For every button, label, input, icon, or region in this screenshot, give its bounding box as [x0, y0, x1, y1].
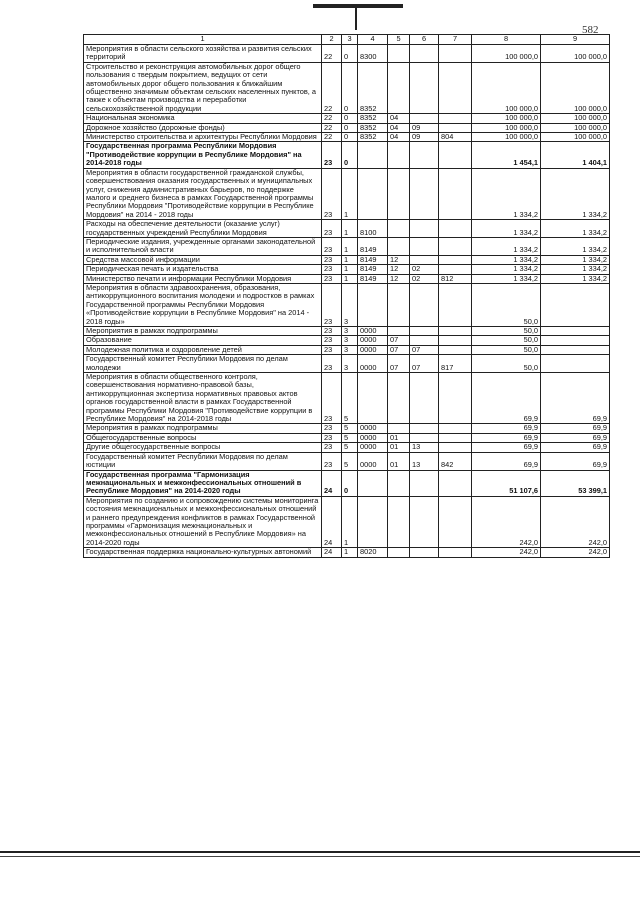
amount-cell: 50,0 [472, 336, 541, 345]
amount-cell: 69,9 [541, 452, 610, 470]
scan-mark-top [313, 4, 403, 8]
row-name-cell: Мероприятия в рамках подпрограммы [84, 327, 322, 336]
table-row [84, 373, 610, 424]
code-cell [388, 237, 410, 255]
code-cell: 804 [439, 133, 472, 142]
code-cell: 5 [342, 433, 358, 442]
row-name-cell: Мероприятия в рамках подпрограммы [84, 424, 322, 433]
code-cell: 02 [410, 274, 439, 283]
code-cell [439, 142, 472, 168]
amount-cell: 69,9 [472, 424, 541, 433]
code-cell: 23 [322, 168, 342, 219]
row-name-cell: Государственная программа "Гармонизация межнациональных и межконфессиональных отношений в Республике Мордовия" на 2014-2020 годы [84, 470, 322, 496]
amount-cell: 242,0 [472, 496, 541, 547]
code-cell: 3 [342, 336, 358, 345]
row-name-cell: Периодическая печать и издательства [84, 265, 322, 274]
code-cell: 13 [410, 443, 439, 452]
table-row [84, 255, 610, 264]
amount-cell: 1 334,2 [541, 237, 610, 255]
row-name-cell: Образование [84, 336, 322, 345]
amount-cell: 1 334,2 [472, 255, 541, 264]
amount-cell [541, 336, 610, 345]
code-cell: 0000 [358, 345, 388, 354]
amount-cell: 69,9 [472, 433, 541, 442]
amount-cell: 53 399,1 [541, 470, 610, 496]
amount-cell: 50,0 [472, 283, 541, 326]
code-cell [439, 62, 472, 113]
table-row [84, 265, 610, 274]
table-row [84, 274, 610, 283]
amount-cell: 1 454,1 [472, 142, 541, 168]
code-cell: 23 [322, 424, 342, 433]
code-cell: 07 [388, 336, 410, 345]
amount-cell: 242,0 [541, 496, 610, 547]
code-cell: 01 [388, 443, 410, 452]
table-row [84, 45, 610, 63]
code-cell: 3 [342, 345, 358, 354]
row-name-cell: Мероприятия в области здравоохранения, образования, антикоррупционного воспитания молодежи и подростков в рамках Государственной программы Республики Мордовия «Противодействие коррупции в Республике Мордовия" на 2014 - 2018 годы» [84, 283, 322, 326]
code-cell: 1 [342, 168, 358, 219]
code-cell: 8149 [358, 237, 388, 255]
code-cell [439, 168, 472, 219]
budget-table [83, 34, 610, 558]
code-cell [358, 168, 388, 219]
amount-cell: 1 334,2 [472, 274, 541, 283]
table-row [84, 123, 610, 132]
code-cell: 09 [410, 123, 439, 132]
code-cell [439, 283, 472, 326]
code-cell: 1 [342, 274, 358, 283]
code-cell: 3 [342, 327, 358, 336]
code-cell [439, 433, 472, 442]
code-cell [439, 443, 472, 452]
code-cell: 1 [342, 265, 358, 274]
code-cell: 0000 [358, 443, 388, 452]
table-row [84, 220, 610, 238]
row-name-cell: Мероприятия по созданию и сопровождению системы мониторинга состояния межнациональных и межконфессиональных отношений и раннего предупреждения конфликтов в рамках Государственной программы «Гармонизация межнациональных и межконфессиональных отношений в Республике Мордовия» на 2014-2020 годы [84, 496, 322, 547]
amount-cell: 1 334,2 [541, 255, 610, 264]
code-cell [388, 168, 410, 219]
code-cell [410, 45, 439, 63]
row-name-cell: Государственная поддержка национально-культурных автономий [84, 548, 322, 557]
code-cell [439, 123, 472, 132]
code-cell: 1 [342, 496, 358, 547]
amount-cell: 1 404,1 [541, 142, 610, 168]
code-cell [410, 142, 439, 168]
amount-cell: 1 334,2 [472, 237, 541, 255]
code-cell: 8352 [358, 133, 388, 142]
code-cell [439, 220, 472, 238]
code-cell: 817 [439, 355, 472, 373]
table-row [84, 237, 610, 255]
row-name-cell: Государственный комитет Республики Мордовия по делам юстиции [84, 452, 322, 470]
table-row [84, 345, 610, 354]
page-number: 582 [582, 24, 599, 36]
amount-cell: 100 000,0 [541, 45, 610, 63]
code-cell: 0 [342, 45, 358, 63]
code-cell: 1 [342, 220, 358, 238]
amount-cell [541, 327, 610, 336]
amount-cell: 242,0 [541, 548, 610, 557]
code-cell: 02 [410, 265, 439, 274]
row-name-cell: Мероприятия в области общественного контроля, совершенствования нормативно-правовой базы, антикоррупционная экспертиза нормативных правовых актов органов государственной власти в рамках Государственной программы Республики Мордовия "Противодействие коррупции в Республике Мордовия" на 2014-2018 годы [84, 373, 322, 424]
code-cell [439, 373, 472, 424]
code-cell: 07 [388, 345, 410, 354]
header-cell: 8 [472, 35, 541, 45]
code-cell: 23 [322, 443, 342, 452]
code-cell: 23 [322, 274, 342, 283]
row-name-cell: Мероприятия в области сельского хозяйства и развития сельских территорий [84, 45, 322, 63]
code-cell: 5 [342, 443, 358, 452]
header-cell: 4 [358, 35, 388, 45]
table-row [84, 114, 610, 123]
amount-cell [541, 283, 610, 326]
amount-cell [541, 345, 610, 354]
code-cell [388, 45, 410, 63]
code-cell [439, 45, 472, 63]
code-cell: 8020 [358, 548, 388, 557]
amount-cell: 100 000,0 [541, 114, 610, 123]
code-cell: 24 [322, 496, 342, 547]
code-cell: 5 [342, 424, 358, 433]
code-cell: 13 [410, 452, 439, 470]
table-row [84, 470, 610, 496]
amount-cell: 69,9 [541, 433, 610, 442]
code-cell [410, 168, 439, 219]
amount-cell: 100 000,0 [472, 45, 541, 63]
code-cell: 8149 [358, 274, 388, 283]
code-cell: 04 [388, 114, 410, 123]
code-cell [388, 220, 410, 238]
code-cell: 24 [322, 470, 342, 496]
code-cell: 23 [322, 283, 342, 326]
code-cell [439, 470, 472, 496]
code-cell: 07 [410, 355, 439, 373]
code-cell: 23 [322, 433, 342, 442]
code-cell: 0000 [358, 336, 388, 345]
table-row [84, 62, 610, 113]
amount-cell: 100 000,0 [472, 133, 541, 142]
amount-cell: 1 334,2 [541, 220, 610, 238]
code-cell: 22 [322, 133, 342, 142]
code-cell [358, 283, 388, 326]
code-cell: 8100 [358, 220, 388, 238]
code-cell: 23 [322, 237, 342, 255]
code-cell: 22 [322, 123, 342, 132]
code-cell [439, 237, 472, 255]
code-cell: 8352 [358, 114, 388, 123]
row-name-cell: Министерство печати и информации Республики Мордовия [84, 274, 322, 283]
table-row [84, 336, 610, 345]
code-cell [439, 265, 472, 274]
code-cell: 0000 [358, 433, 388, 442]
bottom-rule-thin [0, 856, 640, 857]
table-row [84, 327, 610, 336]
amount-cell: 50,0 [472, 345, 541, 354]
code-cell [388, 373, 410, 424]
header-cell: 5 [388, 35, 410, 45]
row-name-cell: Дорожное хозяйство (дорожные фонды) [84, 123, 322, 132]
code-cell [439, 496, 472, 547]
code-cell [410, 336, 439, 345]
code-cell [388, 424, 410, 433]
code-cell [410, 424, 439, 433]
row-name-cell: Общегосударственные вопросы [84, 433, 322, 442]
amount-cell: 1 334,2 [472, 168, 541, 219]
amount-cell: 1 334,2 [541, 265, 610, 274]
code-cell: 23 [322, 220, 342, 238]
code-cell [439, 327, 472, 336]
code-cell: 22 [322, 62, 342, 113]
row-name-cell: Национальная экономика [84, 114, 322, 123]
row-name-cell: Средства массовой информации [84, 255, 322, 264]
header-row [84, 35, 610, 45]
code-cell: 0000 [358, 327, 388, 336]
table-row [84, 443, 610, 452]
row-name-cell: Молодежная политика и оздоровление детей [84, 345, 322, 354]
code-cell [410, 114, 439, 123]
table-row [84, 168, 610, 219]
code-cell [439, 424, 472, 433]
table-row [84, 548, 610, 557]
code-cell [410, 283, 439, 326]
code-cell [358, 470, 388, 496]
code-cell [410, 220, 439, 238]
code-cell [388, 142, 410, 168]
amount-cell: 242,0 [472, 548, 541, 557]
code-cell: 0 [342, 62, 358, 113]
code-cell: 12 [388, 255, 410, 264]
amount-cell [541, 355, 610, 373]
amount-cell: 1 334,2 [472, 220, 541, 238]
code-cell: 1 [342, 237, 358, 255]
code-cell: 23 [322, 355, 342, 373]
table-row [84, 355, 610, 373]
code-cell: 23 [322, 373, 342, 424]
code-cell: 07 [410, 345, 439, 354]
code-cell: 04 [388, 133, 410, 142]
code-cell [388, 470, 410, 496]
amount-cell: 1 334,2 [541, 168, 610, 219]
header-cell: 3 [342, 35, 358, 45]
code-cell: 22 [322, 114, 342, 123]
code-cell [410, 433, 439, 442]
code-cell [439, 255, 472, 264]
table-row [84, 496, 610, 547]
table-row [84, 452, 610, 470]
amount-cell: 100 000,0 [541, 62, 610, 113]
budget-table-container [83, 34, 609, 558]
code-cell: 1 [342, 548, 358, 557]
amount-cell: 50,0 [472, 355, 541, 373]
amount-cell: 100 000,0 [472, 62, 541, 113]
amount-cell: 69,9 [472, 443, 541, 452]
amount-cell: 69,9 [472, 452, 541, 470]
amount-cell: 69,9 [472, 373, 541, 424]
code-cell: 8149 [358, 255, 388, 264]
header-cell: 1 [84, 35, 322, 45]
code-cell: 0 [342, 133, 358, 142]
table-row [84, 133, 610, 142]
row-name-cell: Министерство строительства и архитектуры Республики Мордовия [84, 133, 322, 142]
table-row [84, 283, 610, 326]
header-cell: 6 [410, 35, 439, 45]
code-cell [439, 345, 472, 354]
amount-cell: 100 000,0 [472, 114, 541, 123]
table-row [84, 433, 610, 442]
amount-cell: 69,9 [541, 443, 610, 452]
row-name-cell: Государственный комитет Республики Мордовия по делам молодежи [84, 355, 322, 373]
amount-cell: 1 334,2 [541, 274, 610, 283]
amount-cell: 51 107,6 [472, 470, 541, 496]
code-cell: 12 [388, 265, 410, 274]
code-cell: 0 [342, 123, 358, 132]
code-cell: 8149 [358, 265, 388, 274]
code-cell [410, 327, 439, 336]
code-cell [410, 255, 439, 264]
code-cell: 01 [388, 433, 410, 442]
code-cell: 07 [388, 355, 410, 373]
code-cell: 23 [322, 336, 342, 345]
scan-mark-vertical [355, 6, 357, 30]
header-cell: 9 [541, 35, 610, 45]
code-cell [388, 62, 410, 113]
code-cell: 23 [322, 345, 342, 354]
code-cell: 5 [342, 373, 358, 424]
code-cell: 3 [342, 355, 358, 373]
amount-cell: 100 000,0 [472, 123, 541, 132]
code-cell [439, 336, 472, 345]
code-cell: 0000 [358, 424, 388, 433]
code-cell [410, 548, 439, 557]
row-name-cell: Периодические издания, учрежденные органами законодательной и исполнительной власти [84, 237, 322, 255]
bottom-rule [0, 851, 640, 853]
amount-cell: 69,9 [541, 373, 610, 424]
code-cell: 842 [439, 452, 472, 470]
code-cell: 22 [322, 45, 342, 63]
code-cell: 23 [322, 142, 342, 168]
amount-cell: 69,9 [541, 424, 610, 433]
table-body [84, 45, 610, 558]
code-cell: 23 [322, 255, 342, 264]
code-cell: 0 [342, 470, 358, 496]
header-cell: 2 [322, 35, 342, 45]
code-cell [410, 237, 439, 255]
code-cell: 8352 [358, 123, 388, 132]
code-cell: 24 [322, 548, 342, 557]
amount-cell: 1 334,2 [472, 265, 541, 274]
code-cell: 23 [322, 452, 342, 470]
code-cell [388, 283, 410, 326]
code-cell [388, 496, 410, 547]
row-name-cell: Государственная программа Республики Мордовия "Противодействие коррупции в Республике Мордовия" на 2014-2018 годы [84, 142, 322, 168]
code-cell: 0 [342, 114, 358, 123]
code-cell: 3 [342, 283, 358, 326]
code-cell: 23 [322, 327, 342, 336]
code-cell [358, 142, 388, 168]
table-row [84, 424, 610, 433]
row-name-cell: Мероприятия в области государственной гражданской службы, совершенствования оказания государственных и муниципальных услуг, снижения административных барьеров, по поддержке малого и среднего бизнеса в рамках Государственной программы Республики Мордовия "Противодействие коррупции в Республике Мордовия" на 2014 - 2018 годы [84, 168, 322, 219]
code-cell [358, 496, 388, 547]
amount-cell: 100 000,0 [541, 133, 610, 142]
code-cell [358, 373, 388, 424]
code-cell: 04 [388, 123, 410, 132]
code-cell [439, 114, 472, 123]
row-name-cell: Строительство и реконструкция автомобильных дорог общего пользования с твердым покрытием, ведущих от сети автомобильных дорог общего пользования к ближайшим общественно значимым объектам сельских населенных пунктов, а также к объектам производства и переработки сельскохозяйственной продукции [84, 62, 322, 113]
row-name-cell: Другие общегосударственные вопросы [84, 443, 322, 452]
table-row [84, 142, 610, 168]
row-name-cell: Расходы на обеспечение деятельности (оказание услуг) государственных учреждений Республики Мордовия [84, 220, 322, 238]
amount-cell: 50,0 [472, 327, 541, 336]
code-cell: 0000 [358, 452, 388, 470]
code-cell [410, 373, 439, 424]
code-cell: 01 [388, 452, 410, 470]
code-cell [439, 548, 472, 557]
code-cell: 5 [342, 452, 358, 470]
code-cell [388, 327, 410, 336]
code-cell: 0 [342, 142, 358, 168]
code-cell [410, 470, 439, 496]
code-cell: 8300 [358, 45, 388, 63]
code-cell [388, 548, 410, 557]
amount-cell: 100 000,0 [541, 123, 610, 132]
code-cell: 812 [439, 274, 472, 283]
code-cell: 1 [342, 255, 358, 264]
code-cell: 09 [410, 133, 439, 142]
code-cell: 12 [388, 274, 410, 283]
code-cell [410, 62, 439, 113]
header-cell: 7 [439, 35, 472, 45]
code-cell: 8352 [358, 62, 388, 113]
code-cell [410, 496, 439, 547]
code-cell: 23 [322, 265, 342, 274]
code-cell: 0000 [358, 355, 388, 373]
